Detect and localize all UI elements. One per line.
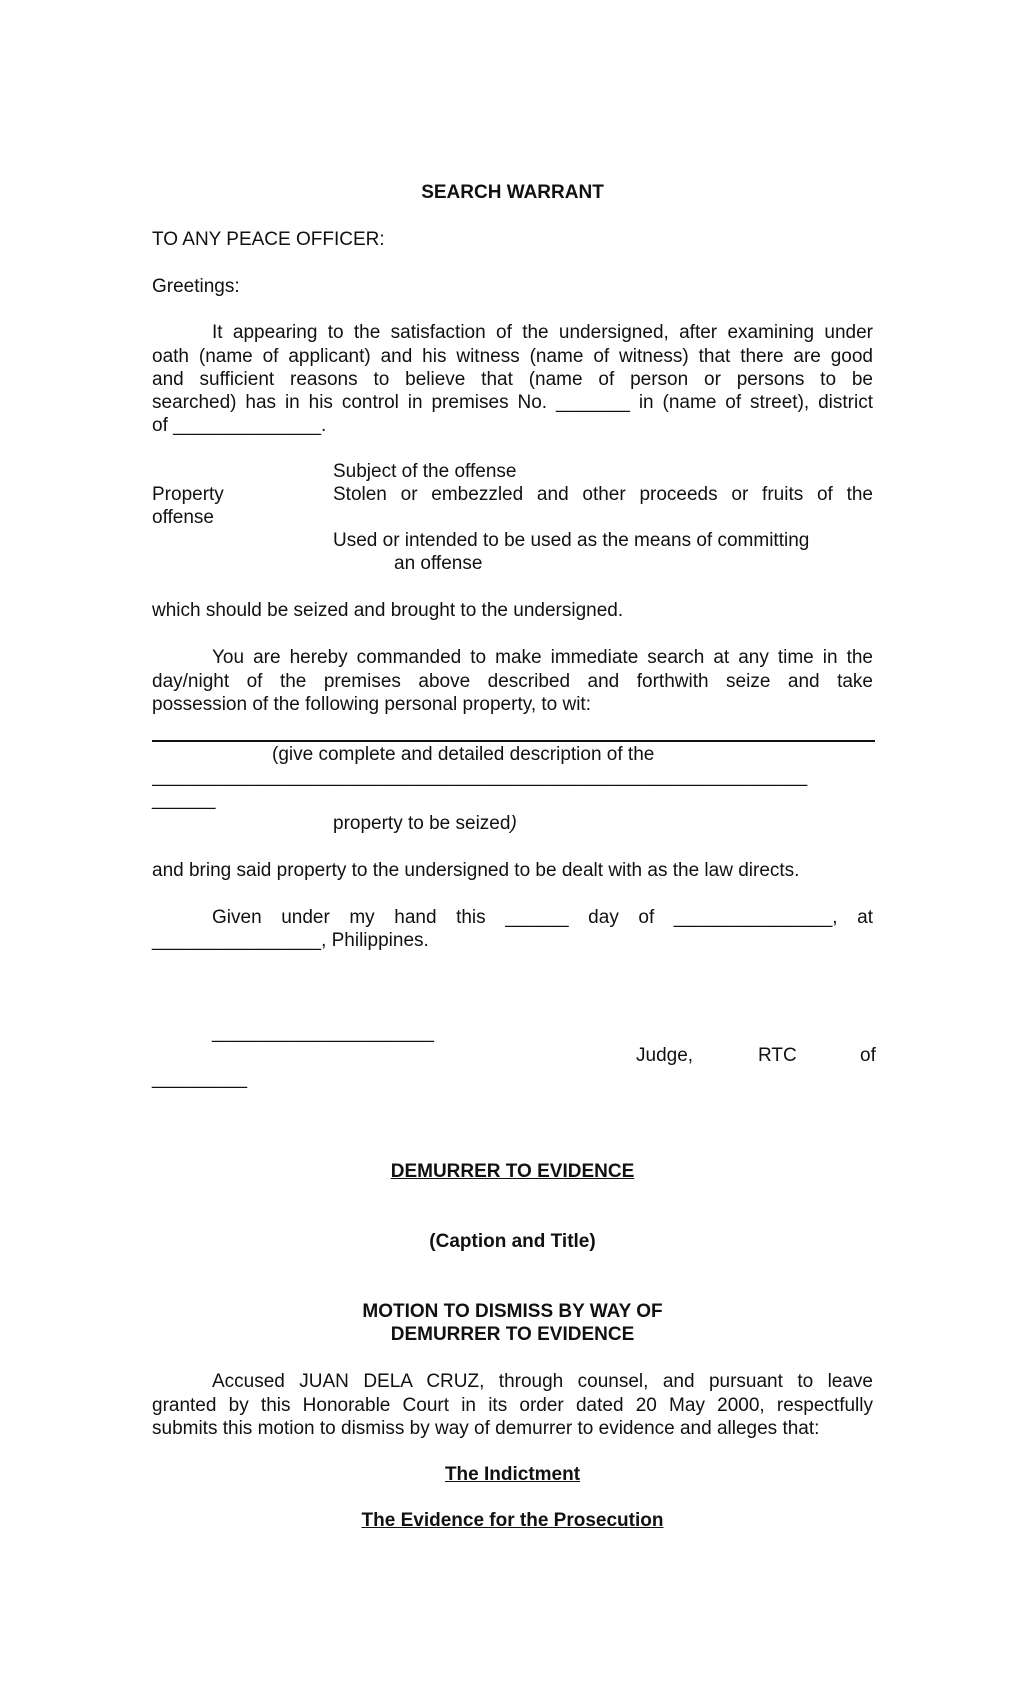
command-line: possession of the following personal property, to wit: bbox=[152, 694, 591, 715]
body-line: Accused JUAN DELA CRUZ, through counsel, and pursuant to leave bbox=[212, 1371, 873, 1392]
command-line: day/night of the premises above described and forthwith seize and take bbox=[152, 671, 873, 692]
command-line: You are hereby commanded to make immediate search at any time in the bbox=[212, 647, 873, 668]
option-stolen: Stolen or embezzled and other proceeds or fruits of the bbox=[333, 484, 873, 505]
description-close-paren: ) bbox=[510, 813, 517, 834]
given-line: Given under my hand this ______ day of _______________, at bbox=[212, 907, 873, 928]
search-warrant-title: SEARCH WARRANT bbox=[421, 182, 604, 203]
section-indictment: The Indictment bbox=[444, 1464, 581, 1485]
description-blank: ______________________________________________________________ bbox=[152, 766, 808, 787]
intro-line: and sufficient reasons to believe that (name of person or persons to be bbox=[152, 369, 873, 390]
section-evidence: The Evidence for the Prosecution bbox=[361, 1510, 664, 1531]
option-used: Used or intended to be used as the means of committing bbox=[333, 530, 810, 551]
bring-line: and bring said property to the undersigned to be dealt with as the law directs. bbox=[152, 860, 800, 881]
property-label: Property bbox=[152, 484, 224, 505]
description-line: (give complete and detailed description of the bbox=[272, 744, 655, 765]
motion-title-line1: MOTION TO DISMISS BY WAY OF bbox=[362, 1301, 663, 1322]
intro-line: oath (name of applicant) and his witness (name of witness) that there are good bbox=[152, 346, 873, 367]
greeting: Greetings: bbox=[152, 276, 240, 297]
description-blank-short: ______ bbox=[152, 789, 216, 810]
given-line-2: ________________, Philippines. bbox=[152, 930, 429, 951]
caption-title: (Caption and Title) bbox=[429, 1231, 596, 1252]
description-text: property to be seized bbox=[333, 813, 511, 834]
judge-label: Judge, bbox=[636, 1045, 694, 1066]
description-rule bbox=[152, 740, 875, 742]
addressee: TO ANY PEACE OFFICER: bbox=[152, 229, 385, 250]
of-label: of bbox=[860, 1045, 876, 1066]
property-label-offense: offense bbox=[152, 507, 214, 528]
option-subject: Subject of the offense bbox=[333, 461, 517, 482]
intro-line: It appearing to the satisfaction of the undersigned, after examining under bbox=[212, 322, 873, 343]
body-line: submits this motion to dismiss by way of demurrer to evidence and alleges that: bbox=[152, 1418, 820, 1439]
intro-line: searched) has in his control in premises No. _______ in (name of street), district bbox=[152, 392, 873, 413]
demurrer-heading: DEMURRER TO EVIDENCE bbox=[390, 1161, 635, 1182]
seized-line: which should be seized and brought to the undersigned. bbox=[152, 600, 624, 621]
intro-line: of ______________. bbox=[152, 415, 327, 436]
rtc-label: RTC bbox=[758, 1045, 797, 1066]
body-line: granted by this Honorable Court in its order dated 20 May 2000, respectfully bbox=[152, 1395, 873, 1416]
judge-blank: _________ bbox=[152, 1068, 248, 1089]
option-used-cont: an offense bbox=[394, 553, 483, 574]
signature-line: _____________________ bbox=[212, 1022, 434, 1043]
motion-title-line2: DEMURRER TO EVIDENCE bbox=[390, 1324, 635, 1345]
description-line-2 bbox=[333, 813, 517, 835]
